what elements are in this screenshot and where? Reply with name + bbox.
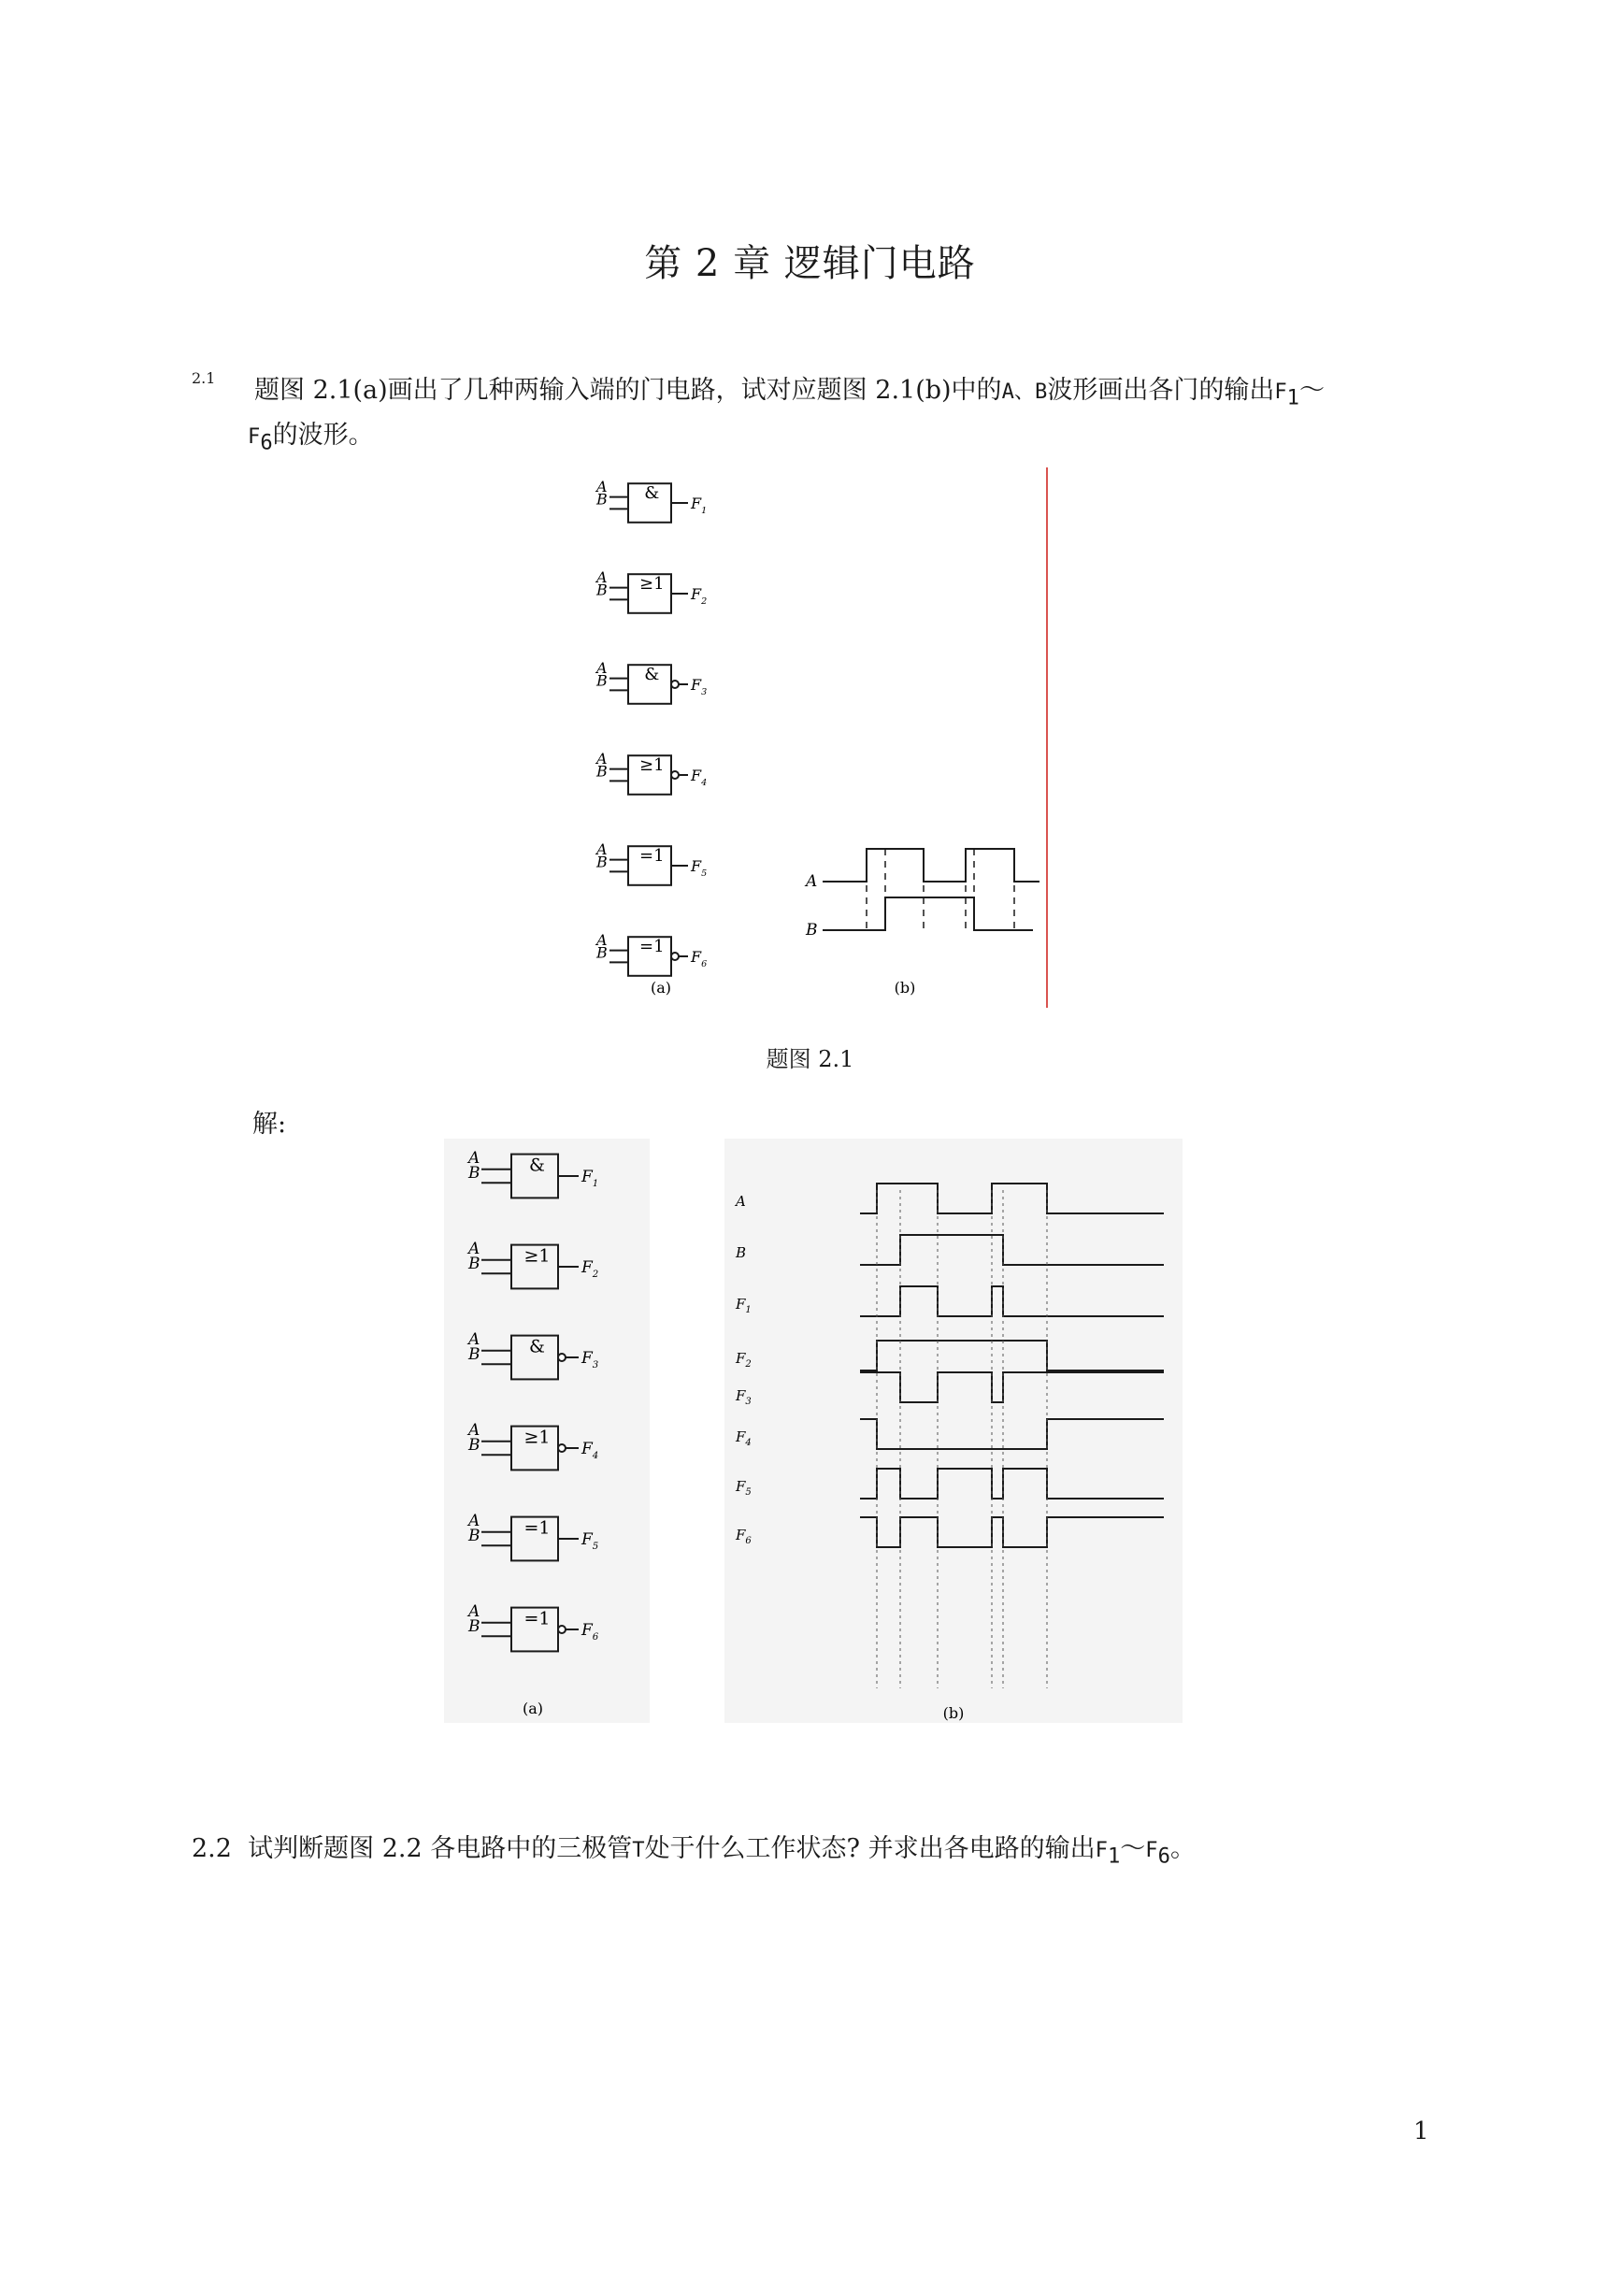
p21-f6: F xyxy=(248,424,261,449)
sol-gate-output-sub: 4 xyxy=(592,1451,599,1461)
wave-guides xyxy=(867,849,1014,930)
p21-text-ab: A、B xyxy=(1001,380,1048,404)
sol-label-b: (b) xyxy=(942,1704,965,1722)
fig-gate-output-name: F xyxy=(691,767,702,784)
fig-inverter-bubble xyxy=(671,953,679,960)
sol-wave-label-sub: 1 xyxy=(745,1305,752,1315)
fig-gate-2 xyxy=(595,568,707,613)
sol-wave-label-name: F xyxy=(736,1527,746,1543)
sol-gate-symbol: & xyxy=(529,1336,545,1357)
sol-label-a: (a) xyxy=(522,1700,544,1717)
p22-t: T xyxy=(632,1838,645,1862)
sol-wave-label-name: F xyxy=(736,1478,746,1495)
sol-gate-output-name: F xyxy=(581,1349,593,1368)
fig-gate-input-b: B xyxy=(596,671,608,690)
sol-gate-output-name: F xyxy=(581,1440,593,1458)
wave-label-b: B xyxy=(806,921,818,940)
fig-gate-1 xyxy=(595,478,707,523)
sol-gate-input-b: B xyxy=(468,1616,480,1636)
fig-gate-symbol: =1 xyxy=(639,937,665,957)
sol-gate-symbol: & xyxy=(529,1155,545,1176)
sol-gate-symbol: =1 xyxy=(523,1517,551,1539)
fig-gate-output-name: F xyxy=(691,495,702,512)
sol-gate-input-b: B xyxy=(468,1254,480,1273)
p22-f6-sub: 6 xyxy=(1157,1844,1170,1869)
sol-wave-label-name: B xyxy=(736,1244,747,1261)
sol-gate-output-sub: 1 xyxy=(592,1179,599,1189)
sol-gate-output-sub: 6 xyxy=(592,1632,599,1643)
problem-2-1-number: 2.1 xyxy=(192,369,216,387)
solution-label: 解: xyxy=(252,1110,287,1139)
p22-end: 。 xyxy=(1169,1834,1196,1863)
p22-text-b: 处于什么工作状态? 并求出各电路的输出 xyxy=(644,1834,1096,1863)
p21-tilde: ～ xyxy=(1299,376,1325,405)
fig-gate-output xyxy=(690,495,707,516)
sol-gate-input-b: B xyxy=(468,1163,480,1183)
sol-gate-symbol: ≥1 xyxy=(523,1427,551,1448)
sol-gate-input-a: A xyxy=(468,1512,480,1530)
sol-gate-symbol: =1 xyxy=(523,1608,551,1629)
sol-wave-label-sub: 2 xyxy=(745,1359,752,1370)
fig-gate-symbol: ≥1 xyxy=(639,755,665,776)
fig-gate-input-a: A xyxy=(596,840,608,858)
fig-gate-output-name: F xyxy=(691,857,702,875)
p22-tilde: ～ xyxy=(1120,1834,1146,1863)
fig-gate-symbol: ≥1 xyxy=(639,574,665,595)
fig-gate-output-name: F xyxy=(691,948,702,966)
sol-inverter-bubble xyxy=(558,1354,566,1361)
figure-caption: 题图 2.1 xyxy=(766,1046,854,1072)
fig-gate-input-a: A xyxy=(596,931,608,949)
p22-text-a: 试判断题图 2.2 各电路中的三极管 xyxy=(248,1834,633,1863)
p22-f1-sub: 1 xyxy=(1107,1844,1121,1869)
sol-gate-symbol: ≥1 xyxy=(523,1245,551,1267)
p21-text-b: 波形画出各门的输出 xyxy=(1047,376,1275,405)
sol-gate-input-a: A xyxy=(468,1149,480,1168)
sol-gate-output-name: F xyxy=(581,1168,593,1186)
fig-gate-output-sub: 6 xyxy=(701,959,708,969)
p21-text-a: 题图 2.1(a)画出了几种两输入端的门电路，试对应题图 2.1(b)中的 xyxy=(254,376,1002,405)
sol-inverter-bubble xyxy=(558,1444,566,1452)
p21-f1-sub: 1 xyxy=(1286,385,1299,410)
fig-gate-input-b: B xyxy=(596,943,608,962)
fig-gate-output-sub: 2 xyxy=(701,596,708,607)
fig-gate-output-sub: 4 xyxy=(701,778,708,788)
fig-gate-3 xyxy=(595,659,707,704)
sol-wave-label-sub: 5 xyxy=(745,1487,752,1498)
fig-inverter-bubble xyxy=(671,681,679,688)
fig-gate-input-a: A xyxy=(596,478,608,495)
fig-gate-output-name: F xyxy=(691,676,702,694)
fig-gate-output xyxy=(690,948,707,969)
fig-gate-output-sub: 5 xyxy=(701,868,708,879)
fig-gate-symbol: & xyxy=(644,665,660,685)
fig-gate-input-b: B xyxy=(596,853,608,871)
p22-f1: F xyxy=(1095,1838,1108,1862)
sol-gate-output-name: F xyxy=(581,1621,593,1640)
p21-f1: F xyxy=(1274,380,1287,404)
sol-wave-label-name: F xyxy=(736,1387,746,1404)
figure-2-1-waveforms xyxy=(651,467,1047,1008)
sol-gate-output-sub: 5 xyxy=(592,1542,599,1552)
fig-inverter-bubble xyxy=(671,771,679,779)
sol-inverter-bubble xyxy=(558,1626,566,1633)
problem-2-1-text xyxy=(254,369,1325,409)
wave-b xyxy=(823,897,1033,930)
sol-wave-label-name: F xyxy=(736,1296,746,1313)
figure-2-1 xyxy=(561,467,1084,1028)
fig-gate-output xyxy=(690,857,707,879)
problem-2-1-text-cont xyxy=(248,414,374,454)
fig-gate-symbol: =1 xyxy=(639,846,665,867)
fig-gate-6 xyxy=(595,931,707,976)
fig-gate-output xyxy=(690,767,707,788)
p21-f6-sub: 6 xyxy=(260,430,273,455)
fig-gate-input-b: B xyxy=(596,581,608,599)
fig-gate-output xyxy=(690,585,707,607)
fig-gate-input-a: A xyxy=(596,750,608,768)
sol-wave-label-name: A xyxy=(736,1193,746,1210)
sol-gate-output-sub: 3 xyxy=(592,1360,599,1370)
sol-gate-input-b: B xyxy=(468,1344,480,1364)
wave-a xyxy=(823,849,1039,882)
sol-gate-output-sub: 2 xyxy=(592,1270,599,1280)
sol-gate-input-a: A xyxy=(468,1421,480,1440)
sol-wave-label-name: F xyxy=(736,1428,746,1445)
sol-wave-label-name: F xyxy=(736,1350,746,1367)
sol-wave-label xyxy=(735,1244,746,1261)
sol-gate-output-name: F xyxy=(581,1258,593,1277)
p21-end: 的波形。 xyxy=(272,421,374,450)
page-number: 1 xyxy=(1413,2117,1429,2145)
fig-gate-4 xyxy=(595,750,707,795)
sol-gate-input-a: A xyxy=(468,1240,480,1258)
fig-label-a: (a) xyxy=(650,979,672,997)
sol-wave-label-sub: 3 xyxy=(745,1397,752,1407)
fig-gate-output-name: F xyxy=(691,585,702,603)
sol-wave-label xyxy=(734,1193,746,1210)
fig-gate-input-a: A xyxy=(596,568,608,586)
fig-gate-symbol: & xyxy=(644,483,660,504)
sol-gate-input-b: B xyxy=(468,1526,480,1545)
problem-2-2 xyxy=(192,1828,1196,1868)
scan-bg-b xyxy=(724,1139,1183,1723)
fig-gate-output-sub: 1 xyxy=(701,506,708,516)
wave-label-a: A xyxy=(806,872,818,891)
fig-gate-input-b: B xyxy=(596,762,608,781)
solution-figure xyxy=(444,1139,1192,1737)
chapter-title: 第 2 章 逻辑门电路 xyxy=(644,242,976,285)
sol-gate-input-b: B xyxy=(468,1435,480,1455)
fig-gate-output-sub: 3 xyxy=(701,687,708,697)
figure-2-1-gates xyxy=(595,478,707,976)
sol-wave-label-sub: 6 xyxy=(745,1536,752,1546)
sol-gate-input-a: A xyxy=(468,1330,480,1349)
fig-gate-input-b: B xyxy=(596,490,608,509)
fig-label-b: (b) xyxy=(894,979,916,997)
fig-gate-5 xyxy=(595,840,707,885)
p22-number: 2.2 xyxy=(192,1834,232,1863)
fig-gate-output xyxy=(690,676,707,697)
sol-wave-label-sub: 4 xyxy=(745,1438,752,1448)
fig-gate-input-a: A xyxy=(596,659,608,677)
sol-gate-input-a: A xyxy=(468,1602,480,1621)
p22-f6: F xyxy=(1145,1838,1158,1862)
sol-gate-output-name: F xyxy=(581,1530,593,1549)
